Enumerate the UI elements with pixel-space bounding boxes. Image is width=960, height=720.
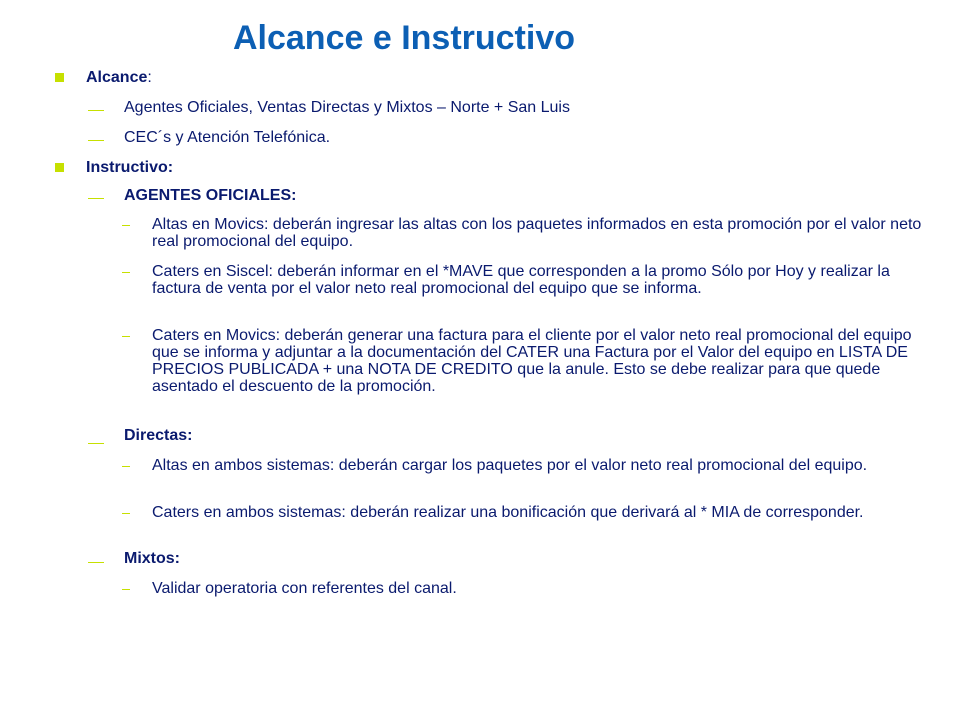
page-title: Alcance e Instructivo	[232, 19, 575, 57]
square-bullet-icon	[55, 163, 64, 172]
list-item: Caters en ambos sistemas: deberán realizar una bonificación que derivará al * MIA de corresponder.	[152, 504, 864, 521]
small-dash-bullet-icon	[122, 336, 130, 337]
small-dash-bullet-icon	[122, 513, 130, 514]
subsection-heading-agentes: AGENTES OFICIALES:	[124, 187, 297, 204]
dash-bullet-icon	[88, 110, 104, 111]
list-item: Altas en Movics: deberán ingresar las altas con los paquetes informados en esta promoción por el valor neto real promocional del equipo.	[152, 216, 922, 250]
small-dash-bullet-icon	[122, 466, 130, 467]
dash-bullet-icon	[88, 443, 104, 444]
list-item: CEC´s y Atención Telefónica.	[124, 129, 331, 146]
list-item: Agentes Oficiales, Ventas Directas y Mixtos – Norte + San Luis	[124, 99, 570, 116]
dash-bullet-icon	[88, 198, 104, 199]
subsection-heading-mixtos: Mixtos:	[124, 550, 180, 567]
list-item: Validar operatoria con referentes del canal.	[152, 580, 457, 597]
list-item: Caters en Movics: deberán generar una factura para el cliente por el valor neto real promocional del equipo que se informa y adjuntar a la documentación del CATER una Factura por el Valor del equipo en LISTA DE PRECIOS PUBLICADA + una NOTA DE CREDITO que la anule. Esto se debe realizar para que quede asentado el descuento de la promoción.	[152, 327, 912, 395]
small-dash-bullet-icon	[122, 225, 130, 226]
subsection-heading-directas: Directas:	[124, 427, 193, 444]
small-dash-bullet-icon	[122, 589, 130, 590]
list-item: Caters en Siscel: deberán informar en el *MAVE que corresponden a la promo Sólo por Hoy y realizar la factura de venta por el valor neto real promocional del equipo que se informa.	[152, 263, 890, 297]
alcance-label: Alcance	[86, 69, 148, 86]
dash-bullet-icon	[88, 562, 104, 563]
dash-bullet-icon	[88, 140, 104, 141]
list-item: Altas en ambos sistemas: deberán cargar los paquetes por el valor neto real promocional del equipo.	[152, 457, 868, 474]
alcance-colon: :	[147, 69, 152, 86]
square-bullet-icon	[55, 73, 64, 82]
small-dash-bullet-icon	[122, 272, 130, 273]
section-heading-alcance	[86, 69, 926, 86]
section-heading-instructivo: Instructivo:	[86, 159, 174, 176]
